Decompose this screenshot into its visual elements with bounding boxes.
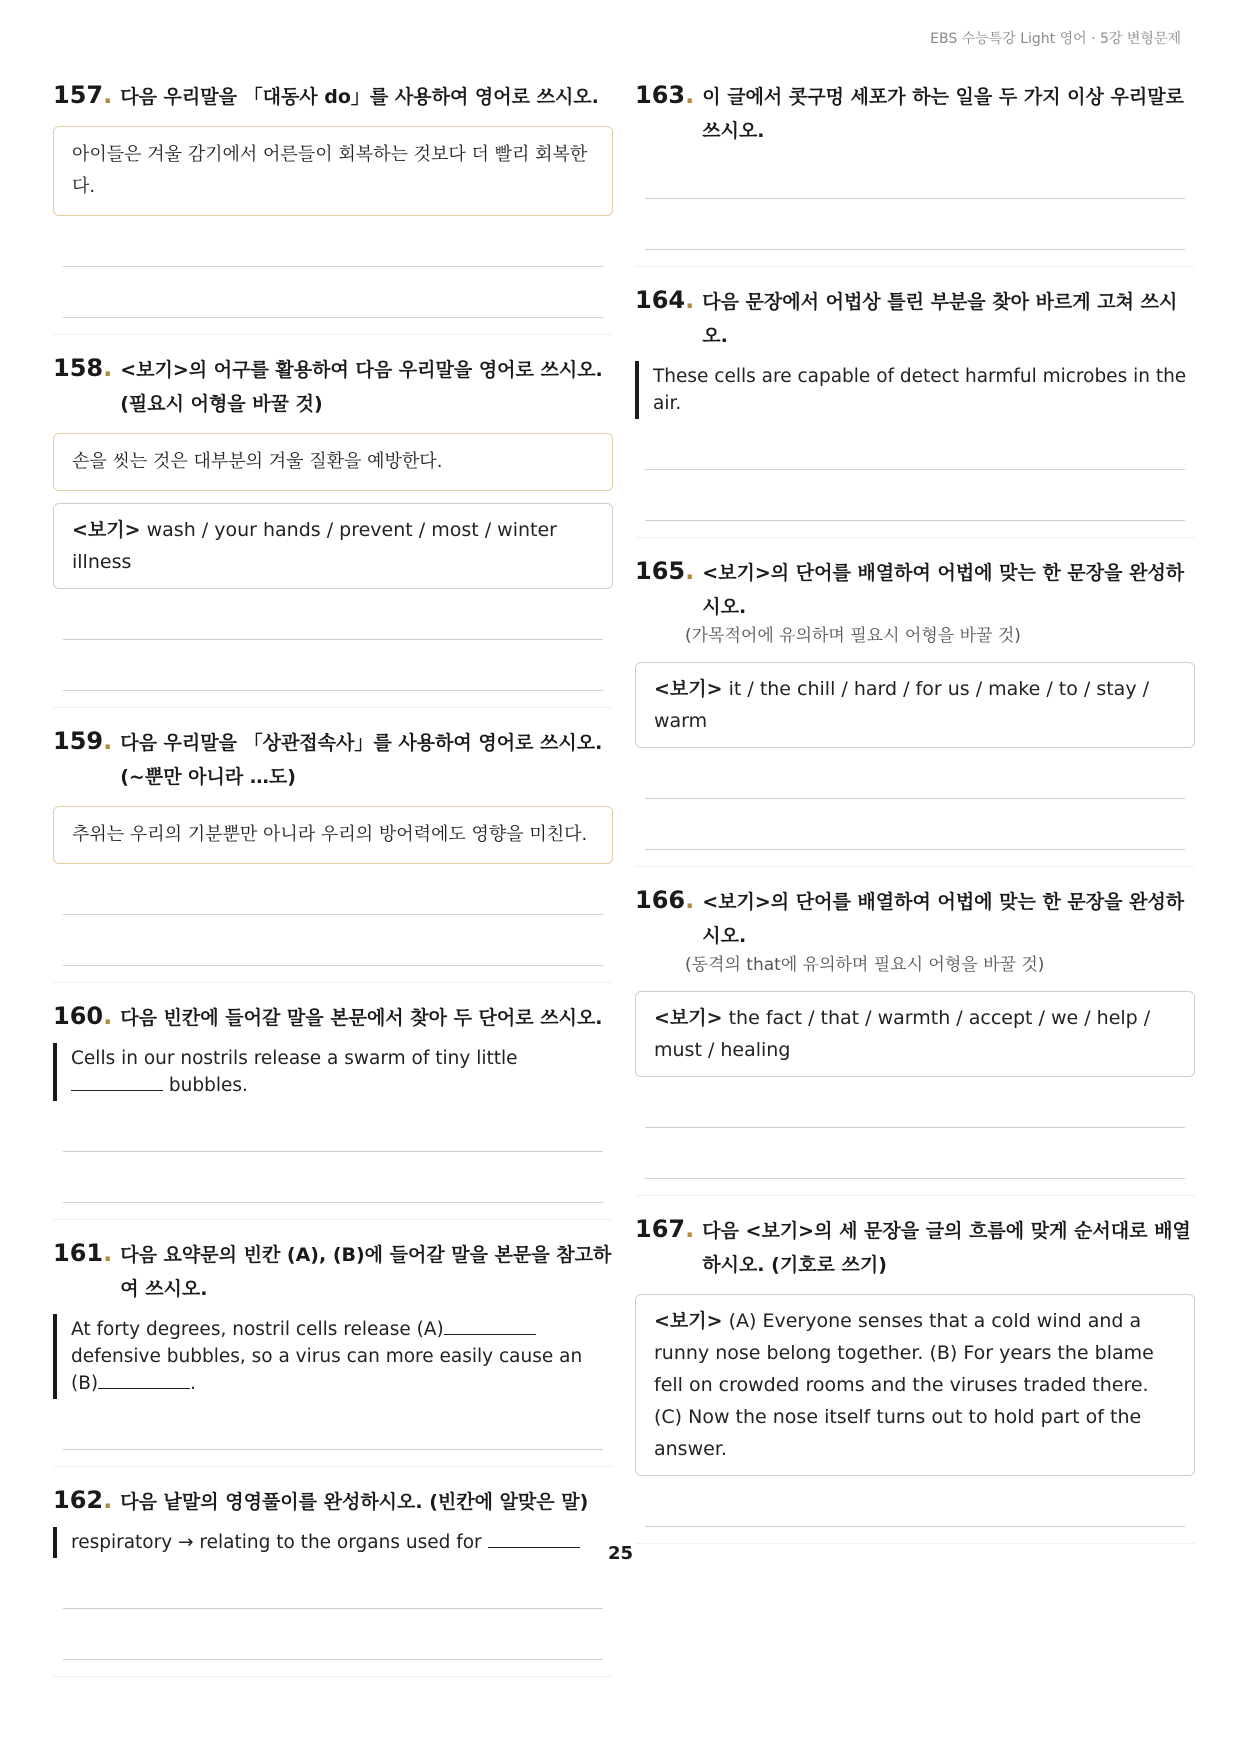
question-sentence: These cells are capable of detect harmful microbes in the air. bbox=[635, 361, 1195, 419]
question-number: 165 bbox=[635, 557, 686, 585]
answer-line[interactable] bbox=[63, 267, 603, 318]
question-161: 161. 다음 요약문의 빈칸 (A), (B)에 들어갈 말을 본문을 참고하여 쓰시오. At forty degrees, nostril cells release (A) defensive bubbles, so a virus can more easily cause an (B) . bbox=[53, 1236, 613, 1467]
bogi-text: it / the chill / hard / for us / make / to / stay / warm bbox=[654, 678, 1150, 732]
answer-line[interactable] bbox=[645, 1077, 1185, 1128]
answer-line[interactable] bbox=[63, 589, 603, 640]
answer-line[interactable] bbox=[645, 199, 1185, 250]
left-column bbox=[53, 78, 613, 1693]
answer-line[interactable] bbox=[63, 1558, 603, 1609]
question-157: 157. 다음 우리말을 「대동사 do」를 사용하여 영어로 쓰시오. 아이들은 겨울 감기에서 어른들이 회복하는 것보다 더 빨리 회복한다. bbox=[53, 78, 613, 335]
answer-line[interactable] bbox=[645, 748, 1185, 799]
right-column bbox=[635, 78, 1195, 1560]
question-note: (동격의 that에 유의하며 필요시 어형을 바꿀 것) bbox=[685, 955, 1045, 975]
answer-line[interactable] bbox=[63, 915, 603, 966]
bogi-text: wash / your hands / prevent / most / winter illness bbox=[72, 519, 557, 573]
bogi-label: <보기> bbox=[654, 678, 723, 700]
answer-line[interactable] bbox=[645, 148, 1185, 199]
question-167: 167. 다음 <보기>의 세 문장을 글의 흐름에 맞게 순서대로 배열하시오. (기호로 쓰기) <보기> (A) Everyone senses that a cold wind and a runny nose belong together. (B) For years the blame fell on crowded rooms and the viruses traded there. (C) Now the nose itself turns out to hold part of the answer. bbox=[635, 1212, 1195, 1544]
korean-sentence-box: 추위는 우리의 기분뿐만 아니라 우리의 방어력에도 영향을 미친다. bbox=[53, 806, 613, 864]
answer-line[interactable] bbox=[63, 1609, 603, 1660]
question-title: 다음 우리말을 「상관접속사」를 사용하여 영어로 쓰시오. (~뿐만 아니라 …도) bbox=[120, 732, 603, 788]
question-number: 160 bbox=[53, 1002, 104, 1030]
question-165: 165. <보기>의 단어를 배열하여 어법에 맞는 한 문장을 완성하시오. (가목적어에 유의하며 필요시 어형을 바꿀 것) <보기> it / the chill / hard / for us / make / to / stay / warm bbox=[635, 554, 1195, 867]
bogi-box bbox=[53, 503, 613, 589]
question-title: 다음 빈칸에 들어갈 말을 본문에서 찾아 두 단어로 쓰시오. bbox=[120, 1007, 603, 1029]
question-164: 164. 다음 문장에서 어법상 틀린 부분을 찾아 바르게 고쳐 쓰시오. These cells are capable of detect harmful microbes in the air. bbox=[635, 283, 1195, 538]
answer-line[interactable] bbox=[645, 1128, 1185, 1179]
question-160: 160. 다음 빈칸에 들어갈 말을 본문에서 찾아 두 단어로 쓰시오. Cells in our nostrils release a swarm of tiny little bubbles. bbox=[53, 999, 613, 1220]
question-number: 158 bbox=[53, 354, 104, 382]
question-163: 163. 이 글에서 콧구멍 세포가 하는 일을 두 가지 이상 우리말로 쓰시오. bbox=[635, 78, 1195, 267]
answer-line[interactable] bbox=[63, 216, 603, 267]
answer-line[interactable] bbox=[63, 864, 603, 915]
blank-slot bbox=[71, 1072, 163, 1091]
question-title: 다음 문장에서 어법상 틀린 부분을 찾아 바르게 고쳐 쓰시오. bbox=[702, 291, 1178, 347]
answer-line[interactable] bbox=[645, 419, 1185, 470]
question-number: 166 bbox=[635, 886, 686, 914]
question-title: 다음 낱말의 영영풀이를 완성하시오. (빈칸에 알맞은 말) bbox=[120, 1491, 589, 1513]
bogi-text: the fact / that / warmth / accept / we / help / must / healing bbox=[654, 1007, 1151, 1061]
summary-sentence: At forty degrees, nostril cells release (A) defensive bubbles, so a virus can more easily cause an (B) . bbox=[53, 1314, 613, 1399]
answer-line[interactable] bbox=[63, 1152, 603, 1203]
question-number: 167 bbox=[635, 1215, 686, 1243]
bogi-box bbox=[635, 1294, 1195, 1476]
header-title: EBS 수능특강 Light 영어 · 5강 변형문제 bbox=[930, 31, 1181, 47]
answer-line[interactable] bbox=[645, 1476, 1185, 1527]
question-162: 162. 다음 낱말의 영영풀이를 완성하시오. (빈칸에 알맞은 말) respiratory → relating to the organs used for bbox=[53, 1483, 613, 1677]
bogi-label: <보기> bbox=[72, 519, 141, 541]
korean-sentence-box: 아이들은 겨울 감기에서 어른들이 회복하는 것보다 더 빨리 회복한다. bbox=[53, 126, 613, 216]
question-title: 다음 <보기>의 세 문장을 글의 흐름에 맞게 순서대로 배열하시오. (기호로 쓰기) bbox=[702, 1220, 1191, 1276]
question-title: 이 글에서 콧구멍 세포가 하는 일을 두 가지 이상 우리말로 쓰시오. bbox=[702, 86, 1184, 142]
question-number: 163 bbox=[635, 81, 686, 109]
question-title: <보기>의 단어를 배열하여 어법에 맞는 한 문장을 완성하시오. bbox=[702, 891, 1185, 947]
definition-sentence: respiratory → relating to the organs used for bbox=[53, 1527, 613, 1558]
answer-line[interactable] bbox=[645, 799, 1185, 850]
question-note: (가목적어에 유의하며 필요시 어형을 바꿀 것) bbox=[685, 626, 1021, 646]
question-number: 164 bbox=[635, 286, 686, 314]
question-158: 158. <보기>의 어구를 활용하여 다음 우리말을 영어로 쓰시오. (필요시 어형을 바꿀 것) 손을 씻는 것은 대부분의 겨울 질환을 예방한다. <보기> wash / your hands / prevent / most / winter illness bbox=[53, 351, 613, 708]
question-159: 159. 다음 우리말을 「상관접속사」를 사용하여 영어로 쓰시오. (~뿐만 아니라 …도) 추위는 우리의 기분뿐만 아니라 우리의 방어력에도 영향을 미친다. bbox=[53, 724, 613, 983]
question-166: 166. <보기>의 단어를 배열하여 어법에 맞는 한 문장을 완성하시오. (동격의 that에 유의하며 필요시 어형을 바꿀 것) <보기> the fact / that / warmth / accept / we / help / must / healing bbox=[635, 883, 1195, 1196]
question-number: 159 bbox=[53, 727, 104, 755]
answer-line[interactable] bbox=[63, 640, 603, 691]
question-title: <보기>의 어구를 활용하여 다음 우리말을 영어로 쓰시오. (필요시 어형을 바꿀 것) bbox=[120, 359, 603, 415]
question-number: 161 bbox=[53, 1239, 104, 1267]
bogi-label: <보기> bbox=[654, 1007, 723, 1029]
question-sentence: Cells in our nostrils release a swarm of tiny little bubbles. bbox=[53, 1043, 613, 1101]
answer-line[interactable] bbox=[645, 470, 1185, 521]
bogi-label: <보기> bbox=[654, 1310, 723, 1332]
answer-line[interactable] bbox=[63, 1399, 603, 1450]
page-number: 25 bbox=[607, 1543, 634, 1564]
question-number: 157 bbox=[53, 81, 104, 109]
korean-sentence-box: 손을 씻는 것은 대부분의 겨울 질환을 예방한다. bbox=[53, 433, 613, 491]
bogi-box bbox=[635, 991, 1195, 1077]
question-number: 162 bbox=[53, 1486, 104, 1514]
bogi-text: (A) Everyone senses that a cold wind and a runny nose belong together. (B) For years the blame fell on crowded rooms and the viruses traded there. (C) Now the nose itself turns out to hold part of the answer. bbox=[654, 1310, 1154, 1460]
answer-line[interactable] bbox=[63, 1101, 603, 1152]
question-title: <보기>의 단어를 배열하여 어법에 맞는 한 문장을 완성하시오. bbox=[702, 562, 1185, 618]
blank-b bbox=[98, 1370, 190, 1389]
question-title: 다음 요약문의 빈칸 (A), (B)에 들어갈 말을 본문을 참고하여 쓰시오. bbox=[120, 1244, 612, 1300]
blank-a bbox=[444, 1316, 536, 1335]
question-title: 다음 우리말을 「대동사 do」를 사용하여 영어로 쓰시오. bbox=[120, 86, 599, 108]
bogi-box bbox=[635, 662, 1195, 748]
